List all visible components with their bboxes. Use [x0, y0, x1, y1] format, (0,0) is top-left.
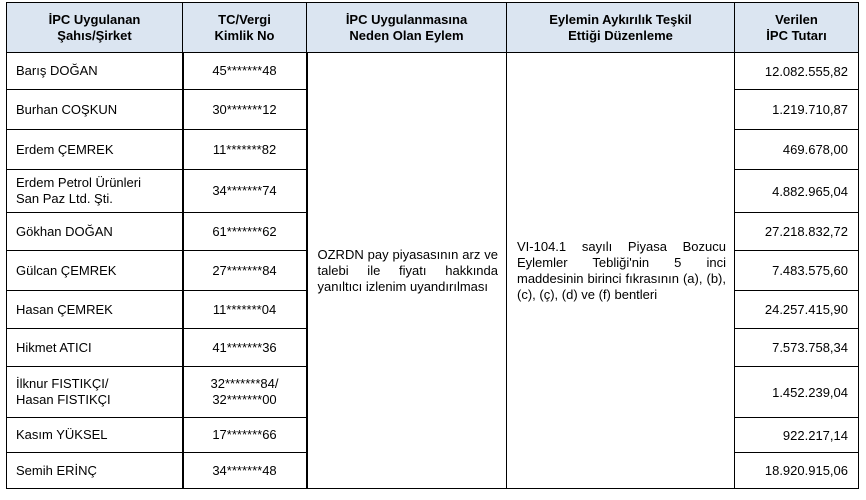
penalty-amount: 18.920.915,06 [735, 453, 859, 489]
tax-id: 34*******48 [183, 453, 307, 489]
penalty-amount: 24.257.415,90 [735, 291, 859, 329]
header-action: İPC Uygulanmasına Neden Olan Eylem [307, 3, 507, 53]
penalty-amount: 4.882.965,04 [735, 170, 859, 213]
penalty-amount: 469.678,00 [735, 130, 859, 170]
person-name: Gökhan DOĞAN [7, 213, 183, 251]
person-name: Kasım YÜKSEL [7, 418, 183, 453]
penalty-amount: 922.217,14 [735, 418, 859, 453]
penalty-amount: 1.452.239,04 [735, 367, 859, 418]
table-row [7, 53, 859, 90]
person-name: Semih ERİNÇ [7, 453, 183, 489]
person-name: Erdem ÇEMREK [7, 130, 183, 170]
tax-id: 61*******62 [183, 213, 307, 251]
tax-id: 30*******12 [183, 90, 307, 130]
tax-id: 11*******82 [183, 130, 307, 170]
header-regulation: Eylemin Aykırılık Teşkil Ettiği Düzenleme [507, 3, 735, 53]
tax-id: 32*******84/ 32*******00 [183, 367, 307, 418]
header-amount: Verilen İPC Tutarı [735, 3, 859, 53]
tax-id: 17*******66 [183, 418, 307, 453]
person-name: Barış DOĞAN [7, 53, 183, 90]
tax-id: 34*******74 [183, 170, 307, 213]
penalty-amount: 1.219.710,87 [735, 90, 859, 130]
penalty-amount: 12.082.555,82 [735, 53, 859, 90]
tax-id: 11*******04 [183, 291, 307, 329]
penalty-table [6, 2, 859, 489]
person-name: Hasan ÇEMREK [7, 291, 183, 329]
penalty-amount: 27.218.832,72 [735, 213, 859, 251]
person-name: Burhan COŞKUN [7, 90, 183, 130]
person-name: Gülcan ÇEMREK [7, 251, 183, 291]
header-row [7, 3, 859, 53]
tax-id: 27*******84 [183, 251, 307, 291]
person-name: İlknur FISTIKÇI/ Hasan FISTIKÇI [7, 367, 183, 418]
header-tc: TC/Vergi Kimlik No [183, 3, 307, 53]
penalty-amount: 7.483.575,60 [735, 251, 859, 291]
regulation-cell: VI-104.1 sayılı Piyasa Bozucu Eylemler Tebliği'nin 5 inci maddesinin birinci fıkrasının (a), (b), (c), (ç), (d) ve (f) bentleri [507, 53, 735, 489]
penalty-amount: 7.573.758,34 [735, 329, 859, 367]
tax-id: 41*******36 [183, 329, 307, 367]
action-cell: OZRDN pay piyasasının arz ve talebi ile fiyatı hakkında yanıltıcı izlenim uyandırılması [307, 53, 507, 489]
header-name: İPC Uygulanan Şahıs/Şirket [7, 3, 183, 53]
person-name: Erdem Petrol Ürünleri San Paz Ltd. Şti. [7, 170, 183, 213]
person-name: Hikmet ATICI [7, 329, 183, 367]
tax-id: 45*******48 [183, 53, 307, 90]
